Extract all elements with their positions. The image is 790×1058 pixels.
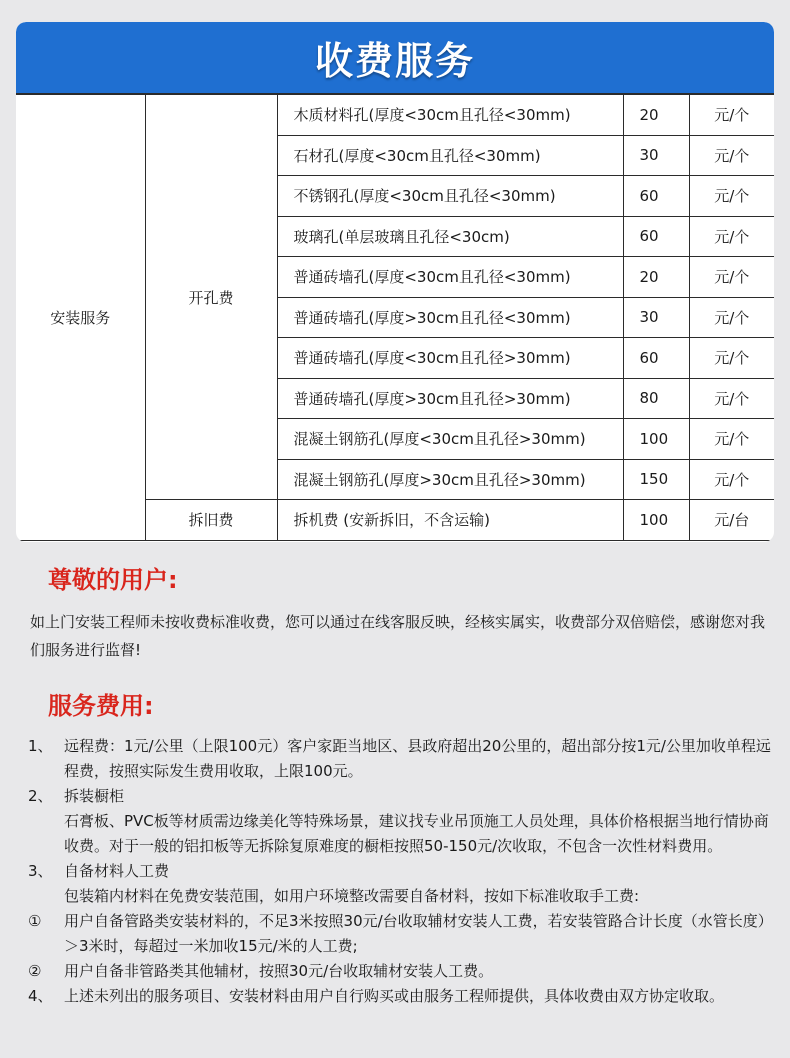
price-cell: 30 bbox=[623, 297, 689, 338]
notice-section bbox=[16, 560, 774, 664]
unit-cell: 元/个 bbox=[689, 419, 774, 460]
item-cell: 普通砖墙孔(厚度>30cm且孔径>30mm) bbox=[277, 378, 623, 419]
list-item bbox=[28, 884, 774, 909]
unit-cell: 元/台 bbox=[689, 500, 774, 541]
unit-cell: 元/个 bbox=[689, 297, 774, 338]
list-item bbox=[28, 909, 774, 959]
notice-heading: 尊敬的用户: bbox=[48, 566, 178, 594]
price-cell: 80 bbox=[623, 378, 689, 419]
item-cell: 玻璃孔(单层玻璃且孔径<30cm) bbox=[277, 216, 623, 257]
item-cell: 拆机费 (安新拆旧，不含运输) bbox=[277, 500, 623, 541]
notice-text: 如上门安装工程师未按收费标准收费，您可以通过在线客服反映，经核实属实，收费部分双倍赔偿，感谢您对我们服务进行监督! bbox=[30, 613, 766, 659]
list-item-number bbox=[28, 884, 64, 909]
list-item-text: 用户自备非管路类其他辅材，按照30元/台收取辅材安装人工费。 bbox=[64, 962, 494, 980]
list-item bbox=[28, 984, 774, 1009]
list-item-text: 上述未列出的服务项目、安装材料由用户自行购买或由服务工程师提供，具体收费由双方协定收取。 bbox=[64, 987, 725, 1005]
unit-cell: 元/个 bbox=[689, 338, 774, 379]
table-row bbox=[16, 94, 774, 135]
list-item-text: 包装箱内材料在免费安装范围，如用户环境整改需要自备材料，按如下标准收取手工费: bbox=[64, 887, 640, 905]
price-cell: 20 bbox=[623, 257, 689, 298]
unit-cell: 元/个 bbox=[689, 216, 774, 257]
list-item-text: 自备材料人工费 bbox=[64, 862, 170, 880]
service-fees-section bbox=[16, 686, 774, 1009]
item-cell: 普通砖墙孔(厚度<30cm且孔径>30mm) bbox=[277, 338, 623, 379]
list-item-number: 2、 bbox=[28, 787, 53, 805]
unit-cell: 元/个 bbox=[689, 378, 774, 419]
list-item-text: 用户自备管路类安装材料的，不足3米按照30元/台收取辅材安装人工费，若安装管路合计长度（水管长度）＞3米时，每超过一米加收15元/米的人工费; bbox=[64, 912, 773, 955]
service-fees-heading: 服务费用: bbox=[48, 692, 154, 720]
unit-cell: 元/个 bbox=[689, 459, 774, 500]
item-cell: 不锈钢孔(厚度<30cm且孔径<30mm) bbox=[277, 176, 623, 217]
list-item bbox=[28, 734, 774, 784]
price-cell: 60 bbox=[623, 216, 689, 257]
list-item bbox=[28, 784, 774, 809]
item-cell: 木质材料孔(厚度<30cm且孔径<30mm) bbox=[277, 94, 623, 135]
list-item bbox=[28, 809, 774, 859]
title-banner bbox=[16, 22, 774, 93]
list-item-number bbox=[28, 809, 64, 859]
list-item-text: 拆装橱柜 bbox=[64, 787, 125, 805]
unit-cell: 元/个 bbox=[689, 257, 774, 298]
item-cell: 石材孔(厚度<30cm且孔径<30mm) bbox=[277, 135, 623, 176]
list-item-text: 远程费：1元/公里（上限100元）客户家距当地区、县政府超出20公里的，超出部分按1元/公里加收单程远程费，按照实际发生费用收取，上限100元。 bbox=[64, 737, 771, 780]
fee-table bbox=[16, 93, 774, 541]
service-fees-list bbox=[28, 734, 774, 1009]
subcategory-cell: 拆旧费 bbox=[145, 500, 277, 541]
item-cell: 普通砖墙孔(厚度>30cm且孔径<30mm) bbox=[277, 297, 623, 338]
item-cell: 混凝土钢筋孔(厚度>30cm且孔径>30mm) bbox=[277, 459, 623, 500]
item-cell: 混凝土钢筋孔(厚度<30cm且孔径>30mm) bbox=[277, 419, 623, 460]
page-title: 收费服务 bbox=[314, 39, 475, 83]
list-item-number: 4、 bbox=[28, 987, 53, 1005]
unit-cell: 元/个 bbox=[689, 176, 774, 217]
price-cell: 60 bbox=[623, 176, 689, 217]
list-item-number: ② bbox=[28, 962, 42, 980]
price-cell: 20 bbox=[623, 94, 689, 135]
unit-cell: 元/个 bbox=[689, 94, 774, 135]
item-cell: 普通砖墙孔(厚度<30cm且孔径<30mm) bbox=[277, 257, 623, 298]
list-item-text: 石膏板、PVC板等材质需边缘美化等特殊场景，建议找专业吊顶施工人员处理，具体价格根据当地行情协商收费。对于一般的铝扣板等无拆除复原难度的橱柜按照50-150元/次收取，不包含一次性材料费用。 bbox=[64, 812, 769, 855]
price-cell: 60 bbox=[623, 338, 689, 379]
list-item-number: 3、 bbox=[28, 862, 53, 880]
list-item-number: ① bbox=[28, 912, 42, 930]
fee-table-card bbox=[16, 22, 774, 542]
category-cell: 安装服务 bbox=[16, 94, 145, 540]
unit-cell: 元/个 bbox=[689, 135, 774, 176]
list-item-number: 1、 bbox=[28, 737, 53, 755]
list-item bbox=[28, 859, 774, 884]
price-cell: 100 bbox=[623, 419, 689, 460]
price-cell: 100 bbox=[623, 500, 689, 541]
subcategory-cell: 开孔费 bbox=[145, 94, 277, 500]
list-item bbox=[28, 959, 774, 984]
price-cell: 150 bbox=[623, 459, 689, 500]
price-cell: 30 bbox=[623, 135, 689, 176]
